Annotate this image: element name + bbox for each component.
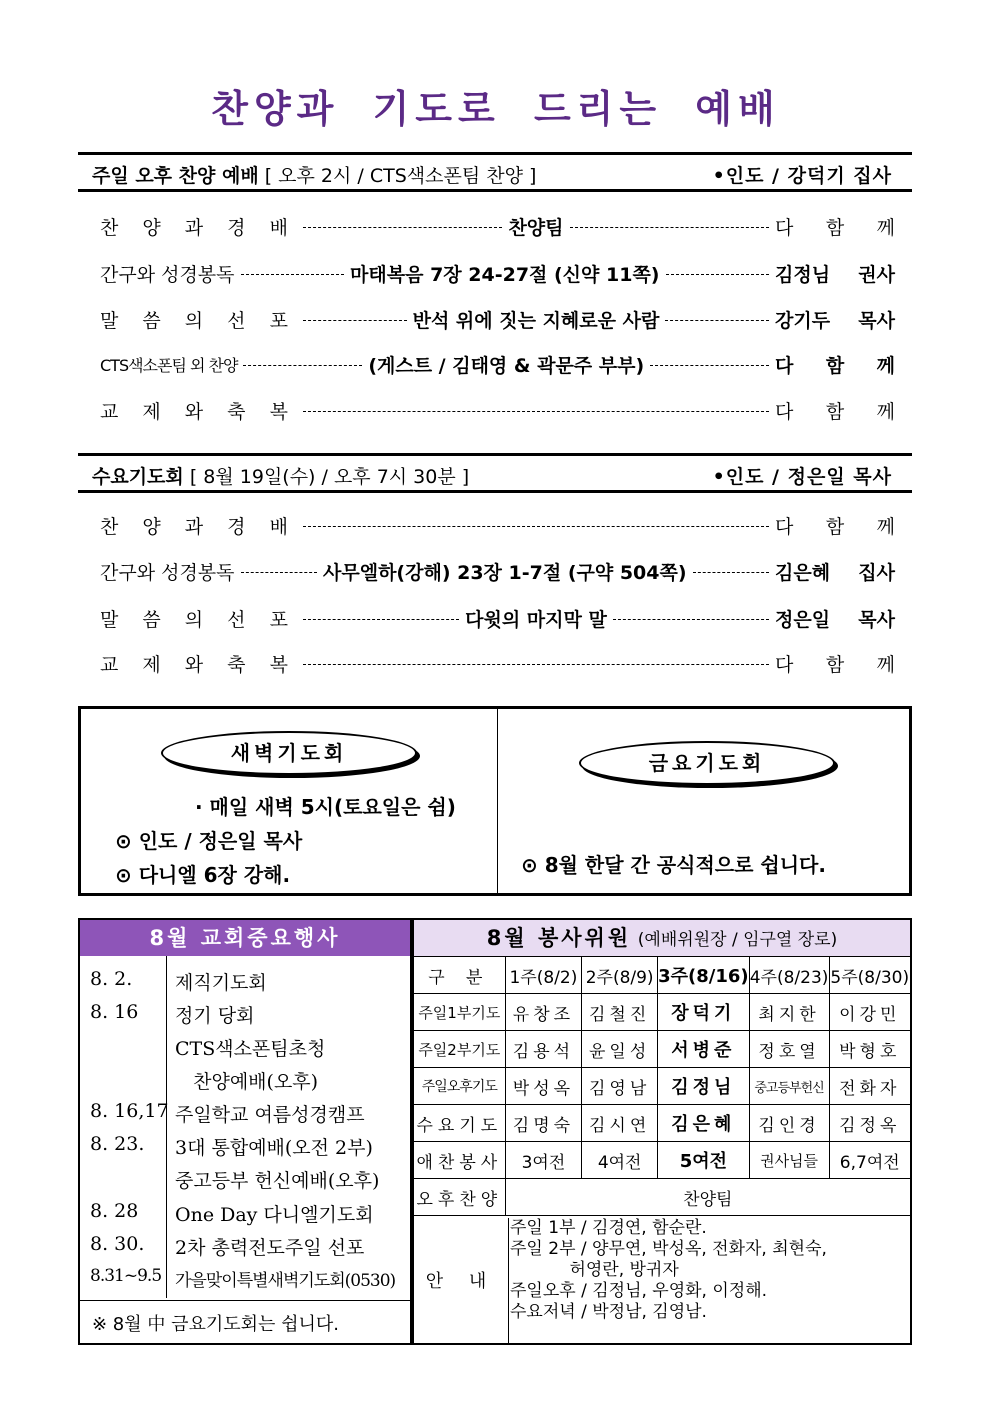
table-cell: 5여전	[658, 1142, 750, 1179]
service-header	[414, 920, 910, 957]
row-content: (게스트 / 김태영 & 곽문주 부부)	[368, 354, 645, 377]
dash-leader	[570, 227, 770, 228]
friday-prayer-title: 금요기도회	[579, 741, 835, 785]
event-desc: 제직기도회	[175, 972, 267, 994]
row-label: 애찬봉사	[414, 1142, 505, 1179]
header-cell: 1주(8/2)	[505, 957, 582, 994]
event-date: 8. 30.	[90, 1233, 145, 1255]
table-cell: 김영남	[582, 1068, 658, 1105]
table-cell: 김시연	[582, 1105, 658, 1142]
wednesday-service-leader: •인도 / 정은일 목사	[712, 466, 892, 488]
row-person: 강기두 목사	[775, 309, 895, 332]
table-cell: 서병준	[658, 1031, 750, 1068]
row-label: 주일오후기도	[414, 1068, 505, 1105]
event-desc: 가을맞이특별새벽기도회(0530)	[175, 1271, 396, 1291]
table-cell: 전화자	[829, 1068, 910, 1105]
dash-leader	[650, 365, 769, 366]
events-column-divider	[166, 956, 167, 1298]
sunday-row-sermon	[100, 304, 895, 334]
event-desc: 2차 총력전도주일 선포	[175, 1237, 365, 1259]
table-cell: 박성옥	[505, 1068, 582, 1105]
page-title: 찬양과 기도로 드리는 예배	[211, 87, 781, 131]
dawn-prayer-topic: ⊙ 다니엘 6장 강해.	[115, 863, 291, 887]
service-subtitle: (예배위원장 / 임구열 장로)	[637, 930, 838, 950]
header-cell: 구 분	[414, 957, 505, 994]
header-cell: 3주(8/16)	[658, 957, 750, 994]
dawn-prayer-title: 새벽기도회	[161, 731, 417, 775]
table-cell: 최지한	[749, 994, 829, 1031]
dash-leader	[303, 227, 503, 228]
table-cell: 3여전	[505, 1142, 582, 1179]
row-label: 찬 양 과 경 배	[100, 216, 297, 239]
event-desc: 중고등부 헌신예배(오후)	[175, 1170, 380, 1192]
dash-leader	[303, 664, 769, 665]
table-cell: 6,7여전	[829, 1142, 910, 1179]
row-label: 말 씀 의 선 포	[100, 309, 297, 332]
event-desc: 3대 통합예배(오전 2부)	[175, 1137, 373, 1159]
guide-label: 안 내	[414, 1218, 509, 1345]
row-label: 교 제 와 축 복	[100, 653, 297, 676]
guide-list	[510, 1218, 827, 1323]
wednesday-service-time: [ 8월 19일(수) / 오후 7시 30분 ]	[189, 466, 470, 488]
sunday-row-praise	[100, 211, 895, 241]
row-person: 정은일 목사	[775, 608, 895, 631]
table-cell: 이강민	[829, 994, 910, 1031]
event-desc: CTS색소폰팀초청	[175, 1038, 326, 1060]
row-label: 교 제 와 축 복	[100, 400, 297, 423]
sunday-service-header	[78, 152, 912, 192]
sunday-service-time: [ 오후 2시 / CTS색소폰팀 찬양 ]	[264, 165, 537, 187]
service-table	[414, 957, 910, 1216]
row-label: CTS색소폰팀 외 찬양	[100, 355, 238, 375]
friday-prayer-notice: ⊙ 8월 한달 간 공식적으로 쉽니다.	[521, 853, 826, 877]
event-date: 8.31~9.5	[90, 1266, 162, 1286]
row-content: 마태복음 7장 24-27절 (신약 11쪽)	[350, 263, 660, 286]
row-label: 주일1부기도	[414, 994, 505, 1031]
dash-leader	[613, 619, 769, 620]
event-date: 8. 16	[90, 1001, 139, 1023]
guide-line: 주일오후 / 김정님, 우영화, 이정해.	[510, 1281, 768, 1301]
header-cell: 2주(8/9)	[582, 957, 658, 994]
event-date: 8. 23.	[90, 1133, 145, 1155]
table-row-afternoon	[414, 1179, 910, 1216]
dawn-prayer-schedule: · 매일 새벽 5시(토요일은 쉼)	[195, 795, 456, 819]
sunday-service-leader: •인도 / 강덕기 집사	[712, 165, 892, 187]
event-date: 8. 2.	[90, 968, 133, 990]
table-row	[414, 1105, 910, 1142]
guide-line: 수요저녁 / 박정남, 김영남.	[510, 1302, 707, 1322]
table-row	[414, 1031, 910, 1068]
header-cell: 5주(8/30)	[829, 957, 910, 994]
table-cell: 김인경	[749, 1105, 829, 1142]
box-divider	[497, 709, 498, 893]
guide-line: 주일 1부 / 김경연, 함순란.	[510, 1218, 707, 1238]
service-title: 8월 봉사위원	[486, 926, 632, 950]
events-title: 8월 교회중요행사	[80, 920, 410, 956]
dash-leader	[303, 619, 459, 620]
wednesday-row-scripture	[100, 556, 895, 586]
table-cell: 유창조	[505, 994, 582, 1031]
dash-leader	[303, 320, 407, 321]
row-person: 김정님 권사	[775, 263, 896, 286]
row-content: 사무엘하(강해) 23장 1-7절 (구약 504쪽)	[323, 561, 687, 584]
dash-leader	[241, 572, 317, 573]
wednesday-row-blessing	[100, 648, 895, 678]
august-events-box	[78, 918, 412, 1345]
table-cell: 4여전	[582, 1142, 658, 1179]
event-date: 8. 16,17	[90, 1100, 169, 1122]
row-label: 주일2부기도	[414, 1031, 505, 1068]
table-cell: 김철진	[582, 994, 658, 1031]
row-content: 찬양팀	[508, 216, 564, 239]
table-cell: 김정님	[658, 1068, 750, 1105]
event-desc: 찬양예배(오후)	[175, 1071, 319, 1093]
dash-leader	[303, 411, 769, 412]
dawn-prayer-leader: ⊙ 인도 / 정은일 목사	[115, 829, 303, 853]
dash-leader	[241, 274, 345, 275]
table-cell: 김명숙	[505, 1105, 582, 1142]
sunday-row-guest-praise	[100, 349, 895, 379]
guide-line: 주일 2부 / 양무연, 박성옥, 전화자, 최현숙,	[510, 1239, 827, 1259]
row-person: 다 함 께	[775, 653, 895, 676]
row-person: 다 함 께	[775, 400, 895, 423]
guide-line: 허영란, 방귀자	[510, 1260, 679, 1280]
dash-leader	[666, 274, 770, 275]
events-separator	[80, 1300, 410, 1301]
row-label: 간구와 성경봉독	[100, 263, 235, 286]
table-cell: 김용석	[505, 1031, 582, 1068]
table-cell: 권사님들	[749, 1142, 829, 1179]
table-cell: 정호열	[749, 1031, 829, 1068]
row-person: 다 함 께	[775, 354, 896, 377]
table-row	[414, 994, 910, 1031]
wednesday-service-header	[78, 453, 912, 493]
row-person: 다 함 께	[775, 515, 895, 538]
prayer-meetings-box	[78, 706, 912, 896]
row-label: 찬 양 과 경 배	[100, 515, 297, 538]
table-cell: 찬양팀	[505, 1179, 910, 1216]
wednesday-row-sermon	[100, 603, 895, 633]
event-date: 8. 28	[90, 1200, 139, 1222]
dash-leader	[243, 365, 362, 366]
table-cell: 장덕기	[658, 994, 750, 1031]
row-label: 간구와 성경봉독	[100, 561, 235, 584]
row-person: 다 함 께	[775, 216, 895, 239]
table-cell: 박형호	[829, 1031, 910, 1068]
table-cell: 중고등부헌신	[749, 1068, 829, 1105]
table-cell: 윤일성	[582, 1031, 658, 1068]
row-content: 반석 위에 짓는 지혜로운 사람	[412, 309, 660, 332]
table-row	[414, 1142, 910, 1179]
events-note: ※ 8월 中 금요기도회는 쉽니다.	[92, 1314, 340, 1335]
event-desc: 주일학교 여름성경캠프	[175, 1104, 365, 1126]
row-label: 오후찬양	[414, 1179, 505, 1216]
row-person: 김은혜 집사	[775, 561, 896, 584]
event-desc: 정기 당회	[175, 1005, 255, 1027]
table-cell: 김은혜	[658, 1105, 750, 1142]
august-service-box	[412, 918, 912, 1345]
table-header-row	[414, 957, 910, 994]
sunday-row-blessing	[100, 395, 895, 425]
row-label: 수요기도	[414, 1105, 505, 1142]
sunday-service-title: 주일 오후 찬양 예배	[92, 165, 259, 187]
wednesday-row-praise	[100, 510, 895, 540]
row-label: 말 씀 의 선 포	[100, 608, 297, 631]
table-row	[414, 1068, 910, 1105]
dash-leader	[693, 572, 769, 573]
dash-leader	[303, 526, 769, 527]
table-cell: 김정옥	[829, 1105, 910, 1142]
event-desc: One Day 다니엘기도회	[175, 1204, 374, 1226]
wednesday-service-title: 수요기도회	[92, 466, 184, 488]
header-cell: 4주(8/23)	[749, 957, 829, 994]
row-content: 다윗의 마지막 말	[465, 608, 607, 631]
sunday-row-scripture	[100, 258, 895, 288]
dash-leader	[665, 320, 769, 321]
